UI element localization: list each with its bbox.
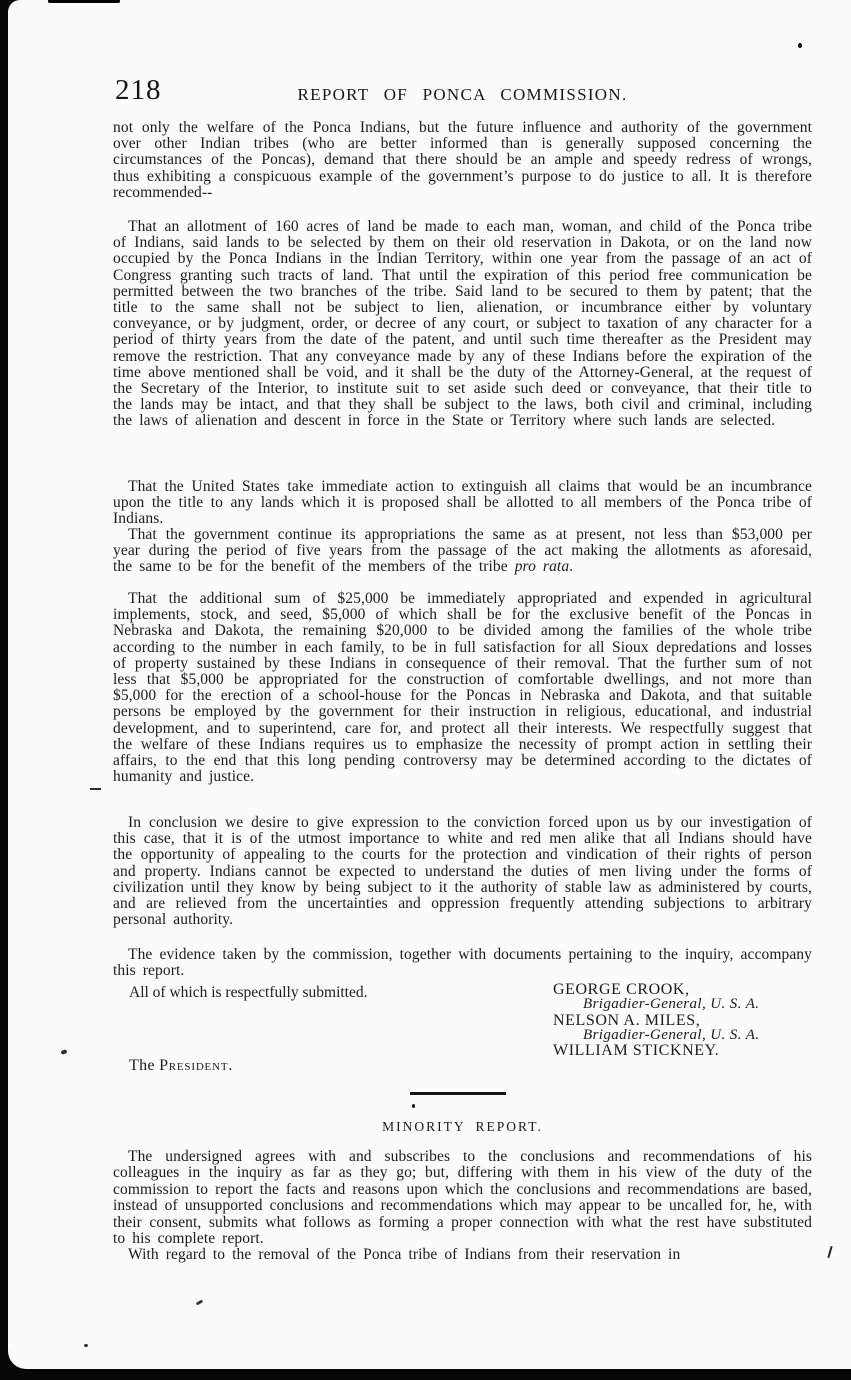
book-page [8, 0, 851, 1369]
minority-report-body [113, 1149, 812, 1264]
section-divider-rule [410, 1092, 506, 1095]
addressee-line [129, 1057, 233, 1075]
latin-phrase: pro rata [514, 558, 570, 576]
signature-block [553, 982, 759, 1059]
signatory-title: Brigadier-General, U. S. A. [583, 1027, 760, 1044]
signatory-name: WILLIAM STICKNEY. [553, 1042, 720, 1060]
paragraph-text: . [569, 558, 574, 576]
signatory-name: GEORGE CROOK, [553, 981, 690, 998]
scan-edge-mark [48, 0, 120, 3]
paragraph-text: That the government continue its appropriations the same as at present, not less than $53,000 per year during the period of five years from the passage of the act making the allotments as aforesaid, the same to be for the benefit of the members of the tribe [113, 526, 812, 576]
paragraph-claims: That the United States take immediate action to extinguish all claims that would be an incumbrance upon the title to any lands which it is proposed shall be allotted to all members of the Ponca tribe of Indians. [113, 478, 812, 528]
paragraph-conclusion: In conclusion we desire to give expression to the conviction forced upon us by our investigation of this case, that it is of the utmost importance to white and red men alike that all Indians should have the opportunity of appealing to the courts for the protection and vindication of their rights of person and property. Indians cannot be expected to understand the duties of men living under the forms of civilization until they know by being subject to it the authority of stable law as administered by courts, and are relieved from the uncertainties and oppression frequently attending subjections to arbitrary personal authority. [113, 814, 812, 929]
paragraph-evidence: The evidence taken by the commission, together with documents pertaining to the inquiry, accompany this report. [113, 946, 812, 980]
submission-line: All of which is respectfully submitted. [129, 984, 368, 1001]
addressee-name: President [159, 1057, 229, 1074]
paragraph-continuation: not only the welfare of the Ponca Indians, but the future influence and authority of the government over other Indian tribes (who are better informed than is generally supposed concerning the circumstances of the Poncas), demand that there should be an ample and speedy redress of wrongs, thus exhibiting a conspicuous example of the government’s purpose to do justice to all. It is therefore recommended-- [113, 119, 812, 201]
paragraph-minority-intro: The undersigned agrees with and subscribes to the conclusions and recommendations of his colleagues in the inquiry as far as they go; but, differing with them in his view of the duty of the commission to report the facts and reasons upon which the conclusions and recommendations are based, instead of unsupported conclusions and recommendations which may appear to be uncalled for, he, with their consent, submits what follows as forming a proper connection with what the rest have substituted to his complete report. [113, 1148, 812, 1248]
paragraph-minority-removal: With regard to the removal of the Ponca tribe of Indians from their reservation in [128, 1246, 681, 1264]
addressee-text: . [228, 1057, 233, 1074]
margin-dash-mark [90, 788, 101, 790]
signatory-title: Brigadier-General, U. S. A. [583, 996, 760, 1013]
running-title: REPORT OF PONCA COMMISSION. [297, 85, 628, 104]
ink-speck [798, 43, 802, 48]
paragraph-additional-sum: That the additional sum of $25,000 be immediately appropriated and expended in agricultural implements, stock, and seed, $5,000 of which shall be for the exclusive benefit of the Poncas in Nebraska and Dakota, the remaining $20,000 to be divided among the families of the whole tribe according to the number in each family, to be in full satisfaction for all Sioux depredations and losses of property sustained by these Indians in consequence of their removal. That the further sum of not less that $5,000 be appropriated for the construction of comfortable dwellings, and not more than $5,000 for the erection of a school-house for the Poncas in Nebraska and Dakota, and that suitable persons be employed by the government for their instruction in religious, educational, and industrial development, and to superintend, care for, and protect all their interests. We respectfully suggest that the welfare of these Indians requires us to emphasize the necessity of prompt action in settling their affairs, to the end that this long pending controversy may be determined according to the dictates of humanity and justice. [113, 590, 812, 786]
paragraph-appropriations [113, 527, 812, 576]
paragraph-allotment: That an allotment of 160 acres of land be made to each man, woman, and child of the Ponca tribe of Indians, said lands to be selected by them on their old reservation in Dakota, or on the land now occupied by the Ponca Indians in the Indian Territory, within one year from the passage of an act of Congress granting such tracts of land. That until the expiration of this period free communication be permitted between the two branches of the tribe. Said land to be secured to them by patent; that the title to the same shall not be subject to lien, alienation, or incumbrance either by voluntary conveyance, or by judgment, order, or decree of any court, or subject to taxation of any character for a period of thirty years from the date of the patent, and until such time thereafter as the President may remove the restriction. That any conveyance made by any of these Indians before the expiration of the time above mentioned shall be void, and it shall be the duty of the Attorney-General, at the request of the Secretary of the Interior, to institute suit to set aside such deed or conveyance, that their title to the lands may be intact, and that they shall be subject to the laws, both civil and criminal, including the laws of alienation and descent in force in the State or Territory where such lands are selected. [113, 218, 812, 430]
ink-speck [84, 1344, 88, 1347]
page-content [113, 0, 812, 1369]
minority-report-heading: MINORITY REPORT. [382, 1119, 543, 1134]
signatory-name: NELSON A. MILES, [553, 1011, 701, 1029]
ink-dot [412, 1104, 415, 1108]
addressee-text: The [129, 1057, 160, 1074]
page-number: 218 [115, 74, 162, 106]
